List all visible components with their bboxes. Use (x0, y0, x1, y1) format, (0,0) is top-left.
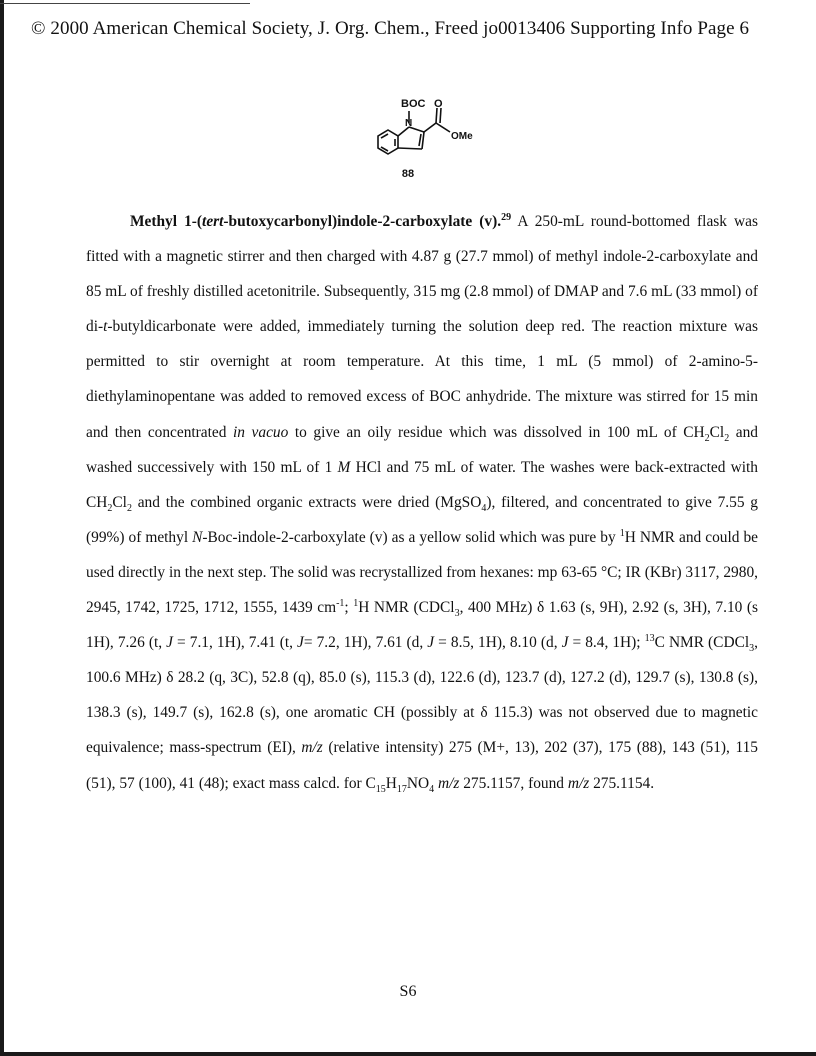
procedure-text (86, 204, 758, 801)
carbonyl-oxygen-label: O (434, 98, 443, 110)
page-number: S6 (399, 983, 417, 1000)
boc-label: BOC (401, 98, 426, 110)
scan-border-left (0, 0, 4, 1056)
compound-number: 88 (401, 168, 415, 180)
reference-29: 29 (501, 211, 512, 223)
indole-structure-diagram (360, 94, 490, 174)
procedure-paragraph: Methyl 1-(tert-butoxycarbonyl)indole-2-carboxylate (v).$^{29}$ A 250-mL round-bottomed flask was fitted with a magnetic stirrer and then charged with 4.87 g (27.7 mmol) of methyl indole-2-carboxylate and 85 mL of freshly distilled acetonitrile. Subsequently, 315 mg (2.8 mmol) of DMAP and 7.6 mL (33 mmol) of di-t-butyldicarbonate were added, immediately turning the solution deep red. The reaction mixture was permitted to stir overnight at room temperature. At this time, 1 mL (5 mmol) of 2-amino-5-diethylaminopentane was added to removed excess of BOC anhydride. The mixture was stirred for 15 min and then concentrated in vacuo to give an oily residue which was dissolved in 100 mL of $CH_2Cl_2$ and washed successively with 150 mL of 1 M HCl and 75 mL of water. The washes were back-extracted with $CH_2Cl_2$ and the combined organic extracts were dried (MgSO$_4$), filtered, and concentrated to give 7.55 g (99%) of methyl N-Boc-indole-2-carboxylate (v) as a yellow solid which was pure by $^1$H NMR and could be used directly in the next step. The solid was recrystallized from hexanes: mp 63-65 °C; IR (KBr) 3117, 2980, 2945, 1742, 1725, 1712, 1555, 1439 $cm^{-1}$; $^1$H NMR (CDCl$_3$, 400 MHz) δ 1.63 (s, 9H), 2.92 (s, 3H), 7.10 (s 1H), 7.26 (t, J = 7.1, 1H), 7.41 (t, J= 7.2, 1H), 7.61 (d, J = 8.5, 1H), 8.10 (d, J = 8.4, 1H); $^{13}$C NMR (CDCl$_3$, 100.6 MHz) δ 28.2 (q, 3C), 52.8 (q), 85.0 (s), 115.3 (d), 122.6 (d), 123.7 (d), 127.2 (d), 129.7 (s), 130.8 (s), 138.3 (s), 149.7 (s), 162.8 (s), one aromatic CH (possibly at δ 115.3) was not observed due to magnetic equivalence; mass-spectrum (EI), m/z (relative intensity) 275 (M+, 13), 202 (37), 175 (88), 143 (51), 115 (51), 57 (100), 41 (48); exact mass calcd. for $C_{15}H_{17}NO_4$ m/z 275.1157, found m/z 275.1154. (86, 211, 759, 795)
page-header: © 2000 American Chemical Society, J. Org. Chem., Freed jo0013406 Supporting Info Page 6 (31, 18, 750, 39)
compound-title: Methyl 1-(tert-butoxycarbonyl)indole-2-carboxylate (v).$^{29}$ (130, 211, 512, 230)
scan-border-bottom (0, 1052, 816, 1056)
scan-line-top (0, 3, 250, 4)
methoxy-label: OMe (451, 131, 473, 142)
nitrogen-label: N (405, 118, 413, 129)
